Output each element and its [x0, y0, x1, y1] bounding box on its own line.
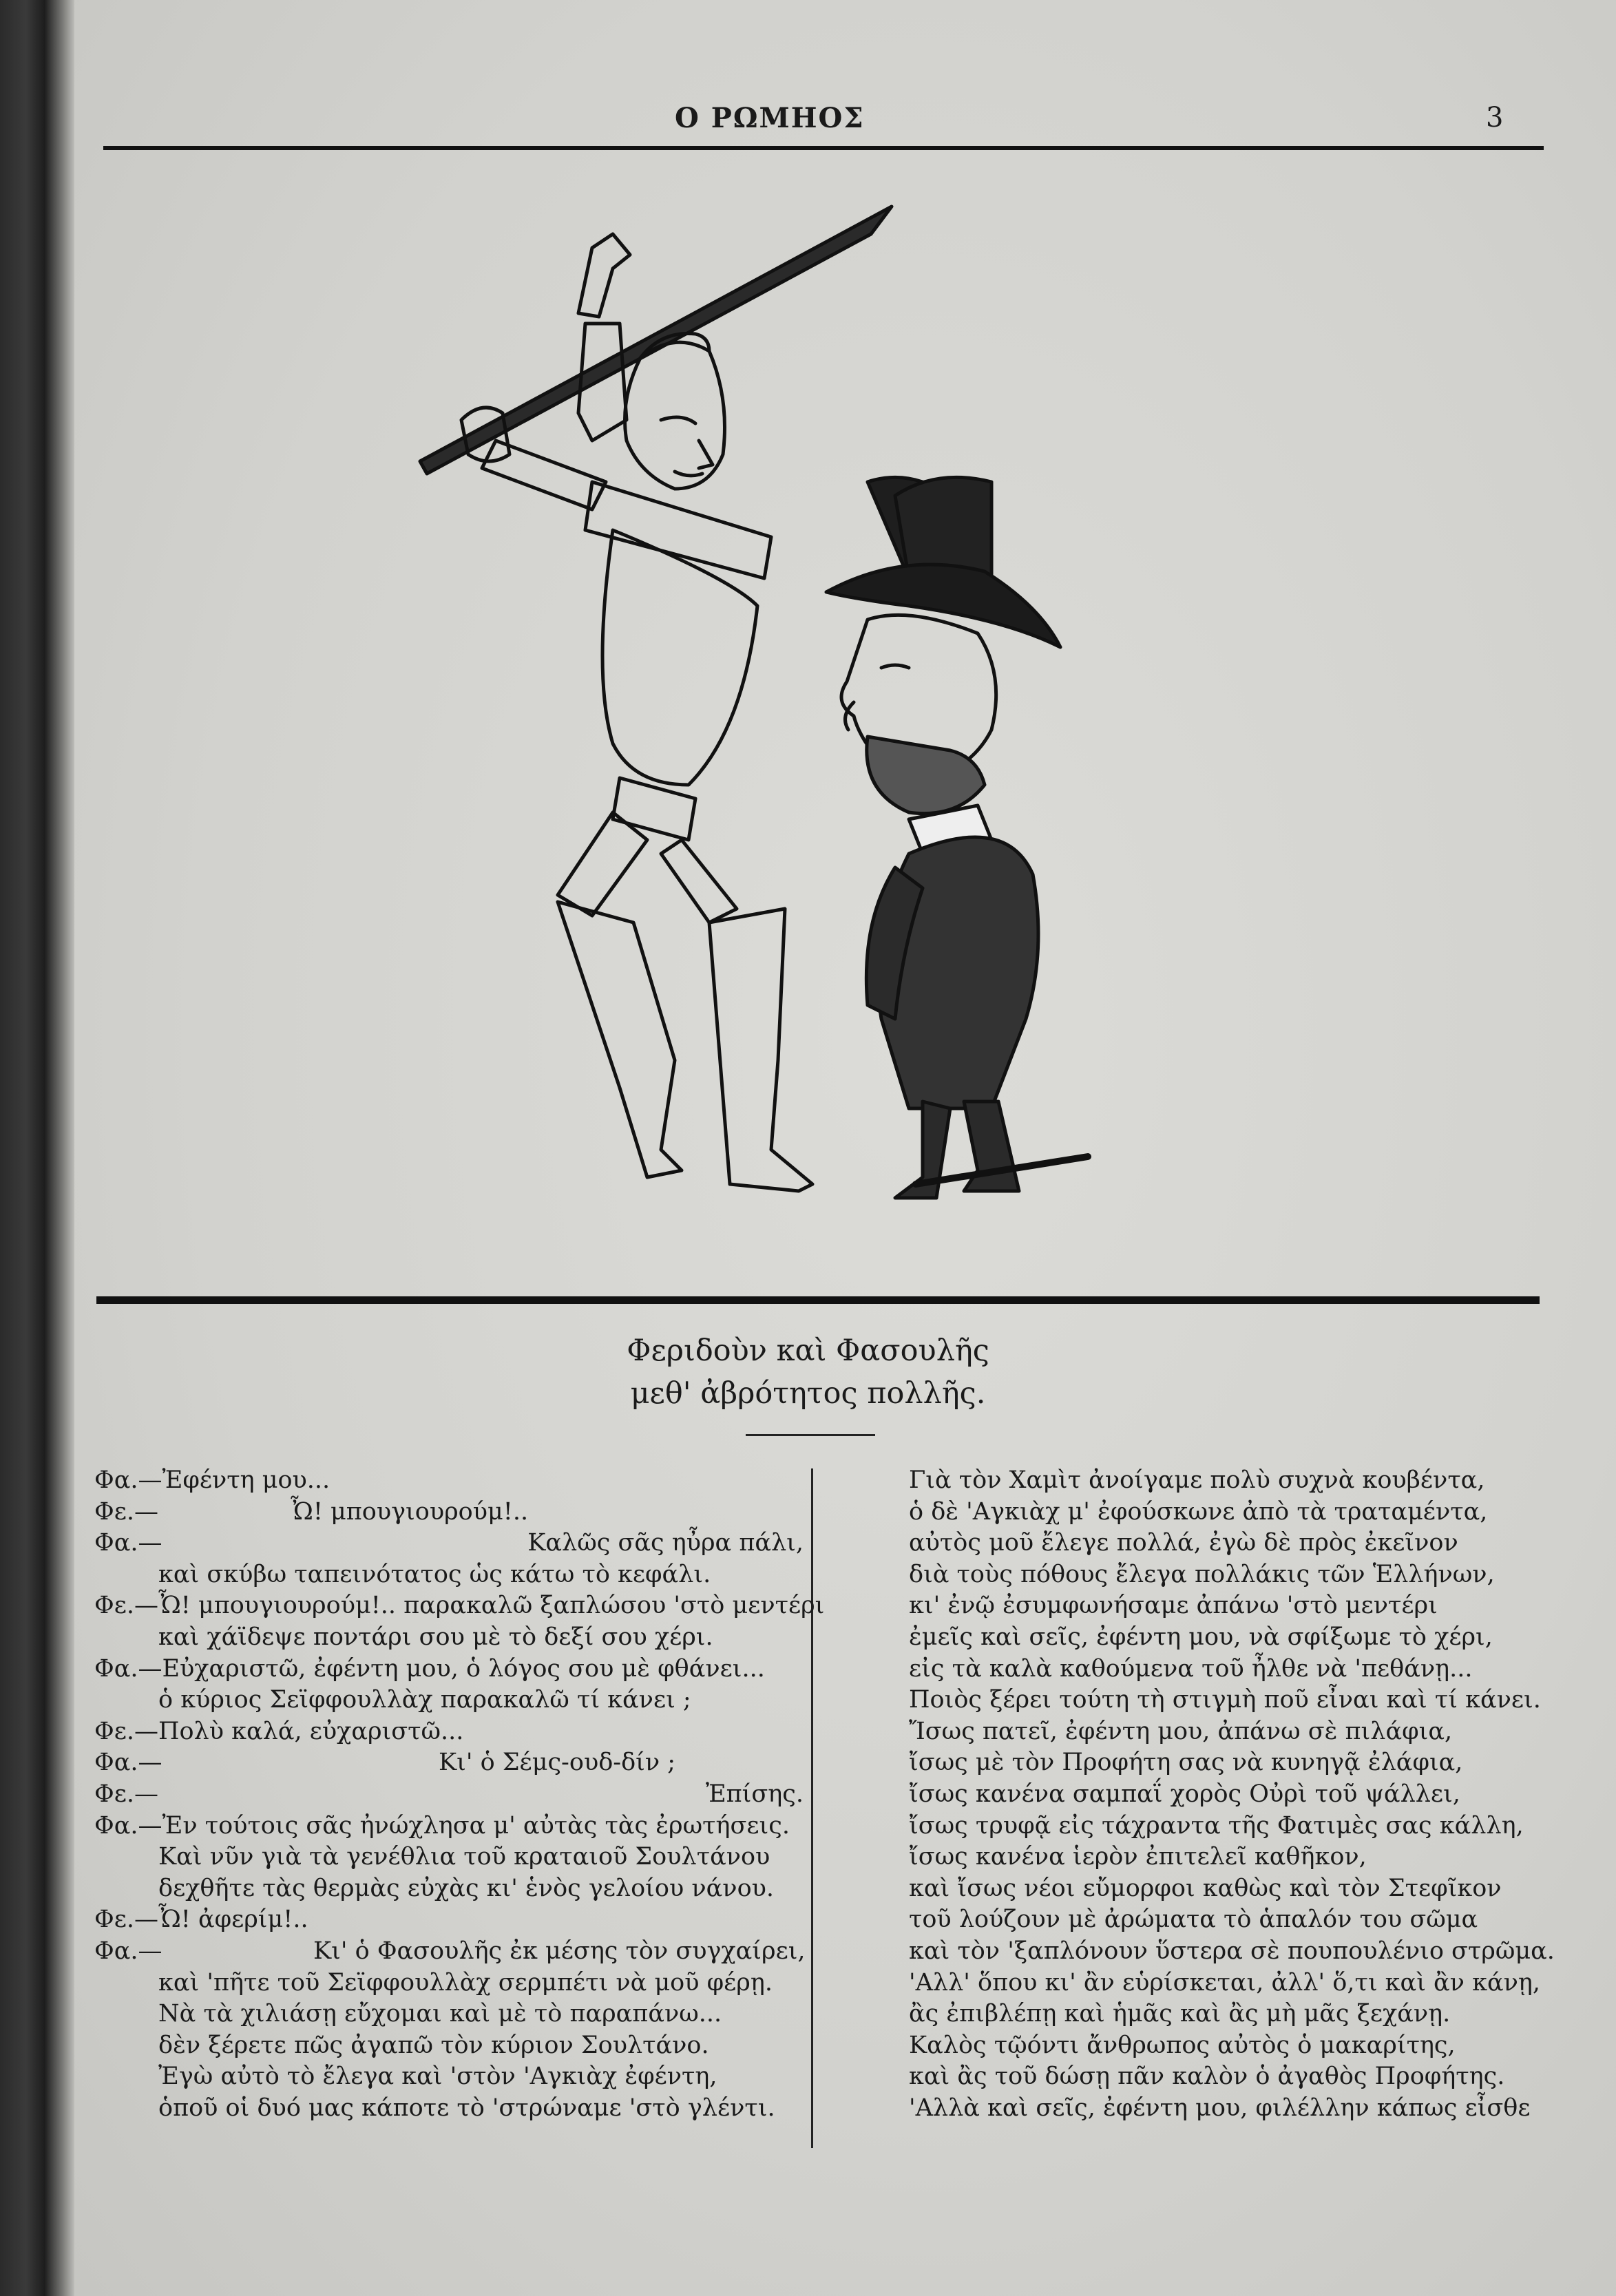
verse-line: καὶ χάϊδεψε ποντάρι σου μὲ τὸ δεξί σου χέρι. [158, 1623, 713, 1651]
verse-line: αὐτὸς μοῦ ἔλεγε πολλά, ἐγὼ δὲ πρὸς ἐκεῖνον [909, 1529, 1458, 1557]
speaker-label: Φε.— [94, 1497, 158, 1526]
verse-line: Φε.— Ἐπίσης. [94, 1780, 804, 1808]
verse-line: τοῦ λούζουν μὲ ἀρώματα τὸ ἁπαλόν του σῶμα [909, 1906, 1478, 1934]
verse-line: 'Αλλὰ καὶ σεῖς, ἐφέντη μου, φιλέλλην κάπως εἶσθε [909, 2094, 1531, 2122]
verse-line: Φε.— Ὦ! μπουγιουρούμ!.. [94, 1497, 529, 1526]
speaker-label: Φα.— [94, 1811, 162, 1840]
speaker-label: Φε.— [94, 1592, 158, 1620]
verse-line: ὁποῦ οἱ δυό μας κάποτε τὸ 'στρώναμε 'στὸ γλέντι. [158, 2094, 775, 2122]
verse-line: Φε.—Ὦ! μπουγιουρούμ!.. παρακαλῶ ξαπλώσου 'στὸ μεντέρι [94, 1592, 825, 1620]
verse-line: 'Αλλ' ὅπου κι' ἂν εὑρίσκεται, ἀλλ' ὅ,τι καὶ ἂν κάνῃ, [909, 1968, 1540, 1997]
verse-line: Νὰ τὰ χιλιάσῃ εὔχομαι καὶ μὲ τὸ παραπάνω... [158, 2000, 722, 2028]
verse-line: Φε.—Πολὺ καλά, εὐχαριστῶ... [94, 1717, 464, 1745]
poem-title-line-2: μεθ' ἀβρότητος πολλῆς. [630, 1376, 986, 1411]
verse-line: Ἐγὼ αὐτὸ τὸ ἔλεγα καὶ 'στὸν 'Αγκιὰχ ἐφέντη, [158, 2063, 717, 2091]
speaker-label: Φα.— [94, 1937, 162, 1965]
verse-line: ὁ δὲ 'Αγκιὰχ μ' ἐφούσκωνε ἀπὸ τὰ τραταμέντα, [909, 1497, 1488, 1526]
verse-line: Φα.— Κι' ὁ Φασουλῆς ἐκ μέσης τὸν συγχαίρει, [94, 1937, 806, 1965]
verse-line: Γιὰ τὸν Χαμὶτ ἀνοίγαμε πολὺ συχνὰ κουβέντα, [909, 1466, 1485, 1494]
verse-line: Ποιὸς ξέρει τούτη τὴ στιγμὴ ποῦ εἶναι καὶ τί κάνει. [909, 1686, 1541, 1714]
column-divider [811, 1468, 813, 2148]
right-column [909, 1465, 1597, 2124]
verse-line: καὶ σκύβω ταπεινότατος ὡς κάτω τὸ κεφάλι. [158, 1560, 711, 1588]
verse-line: Φα.— Κι' ὁ Σέμς-ουδ-δίν ; [94, 1749, 676, 1777]
page-number: 3 [1486, 102, 1504, 134]
verse-line: ἂς ἐπιβλέπῃ καὶ ἡμᾶς καὶ ἂς μὴ μᾶς ξεχάνῃ. [909, 2000, 1451, 2028]
speaker-label: Φε.— [94, 1906, 158, 1934]
verse-line: ἴσως κανένα ἱερὸν ἐπιτελεῖ καθῆκον, [909, 1843, 1367, 1871]
verse-line: Ἴσως πατεῖ, ἐφέντη μου, ἀπάνω σὲ πιλάφια, [909, 1717, 1453, 1745]
verse-line: εἰς τὰ καλὰ καθούμενα τοῦ ἦλθε νὰ 'πεθάνῃ... [909, 1654, 1473, 1683]
header-rule [103, 146, 1544, 150]
speaker-label: Φα.— [94, 1749, 162, 1777]
verse-line: ὁ κύριος Σεϊφφουλλὰχ παρακαλῶ τί κάνει ; [158, 1686, 691, 1714]
verse-line: Φα.—Ἐν τούτοις σᾶς ἠνώχλησα μ' αὐτὰς τὰς ἐρωτήσεις. [94, 1811, 790, 1840]
verse-line: ἴσως κανένα σαμπαΐ χορὸς Οὐρὶ τοῦ ψάλλει, [909, 1780, 1460, 1808]
section-rule [96, 1296, 1540, 1304]
poem-title-line-1: Φεριδοὺν καὶ Φασουλῆς [627, 1334, 989, 1368]
caricature-illustration [386, 193, 1253, 1212]
verse-line: δὲν ξέρετε πῶς ἀγαπῶ τὸν κύριον Σουλτάνο. [158, 2031, 709, 2059]
verse-line: ἴσως τρυφᾷ εἰς τάχραντα τῆς Φατιμὲς σας κάλλη, [909, 1811, 1524, 1840]
top-hat-figure [826, 477, 1088, 1198]
puppet-figure [420, 207, 892, 1191]
speaker-label: Φα.— [94, 1466, 162, 1494]
verse-line: Φε.—Ὦ! ἀφερίμ!.. [94, 1906, 308, 1934]
verse-line: καὶ 'πῆτε τοῦ Σεϊφφουλλὰχ σερμπέτι νὰ μοῦ φέρῃ. [158, 1968, 773, 1997]
book-binding-shadow [0, 0, 74, 2296]
verse-line: Φα.— Καλῶς σᾶς ηὖρα πάλι, [94, 1529, 804, 1557]
speaker-label: Φα.— [94, 1654, 162, 1683]
verse-line: δεχθῆτε τὰς θερμὰς εὐχὰς κι' ἑνὸς γελοίου νάνου. [158, 1874, 775, 1902]
verse-line: καὶ τὸν 'ξαπλόνουν ὕστερα σὲ πουπουλένιο στρῶμα. [909, 1937, 1555, 1965]
verse-line: Καλὸς τῷόντι ἄνθρωπος αὐτὸς ὁ μακαρίτης, [909, 2031, 1456, 2059]
title-underline [746, 1434, 875, 1436]
verse-line: Φα.—Εὐχαριστῶ, ἐφέντη μου, ὁ λόγος σου μὲ φθάνει... [94, 1654, 765, 1683]
speaker-label: Φε.— [94, 1717, 158, 1745]
verse-line: Φα.—Ἐφέντη μου... [94, 1466, 330, 1494]
verse-line: κι' ἐνῷ ἐσυμφωνήσαμε ἀπάνω 'στὸ μεντέρι [909, 1592, 1438, 1620]
verse-line: καὶ ἴσως νέοι εὔμορφοι καθὼς καὶ τὸν Στεφῖκον [909, 1874, 1502, 1902]
speaker-label: Φε.— [94, 1780, 158, 1808]
verse-line: ἴσως μὲ τὸν Προφήτη σας νὰ κυνηγᾷ ἐλάφια, [909, 1749, 1463, 1777]
verse-line: Καὶ νῦν γιὰ τὰ γενέθλια τοῦ κραταιοῦ Σουλτάνου [158, 1843, 770, 1871]
verse-line: καὶ ἂς τοῦ δώσῃ πᾶν καλὸν ὁ ἀγαθὸς Προφήτης. [909, 2063, 1505, 2091]
verse-line: διὰ τοὺς πόθους ἔλεγα πολλάκις τῶν Ἑλλήνων, [909, 1560, 1495, 1588]
left-column [94, 1465, 825, 2124]
speaker-label: Φα.— [94, 1529, 162, 1557]
newspaper-title: Ο ΡΩΜΗΟΣ [675, 102, 865, 134]
verse-line: ἐμεῖς καὶ σεῖς, ἐφέντη μου, νὰ σφίξωμε τὸ χέρι, [909, 1623, 1493, 1651]
